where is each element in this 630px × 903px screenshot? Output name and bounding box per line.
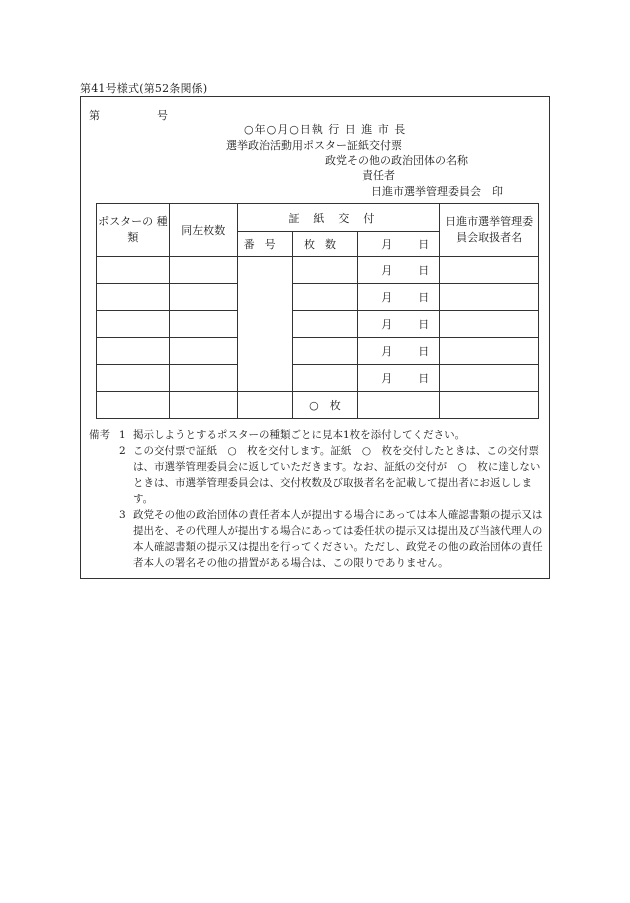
- subheader-day: 日: [418, 238, 430, 251]
- cell-handler: [440, 257, 539, 284]
- number-suffix: 号: [157, 109, 168, 122]
- table-row: [97, 311, 539, 338]
- party-name-label: 政党その他の政治団体の名称: [325, 154, 468, 167]
- cell-poster-kind: [97, 392, 170, 419]
- header-poster-kind: ポスターの 種 類: [97, 204, 170, 257]
- note-number: 1: [119, 429, 126, 441]
- form-frame: [80, 96, 550, 579]
- table-row: [97, 338, 539, 365]
- cell-stamp-count: [292, 311, 358, 338]
- cell-poster-kind: [97, 284, 170, 311]
- committee-seal-label: 日進市選挙管理委員会 印: [371, 185, 503, 198]
- cell-month-day: [358, 338, 440, 365]
- cell-stamp-count: [292, 365, 358, 392]
- total-stamp-count: ○ 枚: [292, 392, 358, 419]
- note-text: この交付票で証紙 ○ 枚を交付します。証紙 ○ 枚を交付したときは、この交付票は、市選挙管理委員会に返していただきます。なお、証紙の交付が ○ 枚に達しないときは、市選挙管理委員会は、交付枚数及び取扱者名を記載して提出者にお返しします。: [133, 445, 541, 505]
- cell-handler: [440, 365, 539, 392]
- note-text: 政党その他の政治団体の責任者本人が提出する場合にあっては本人確認書類の提示又は提出を、その代理人が提出する場合にあっては委任状の提示又は提出及び当該代理人の本人確認書類の提示又は提出を行ってください。ただし、政党その他の政治団体の責任者本人の署名その他の措置がある場合は、この限りでありません。: [133, 509, 543, 569]
- cell-handler: [440, 392, 539, 419]
- note-number: 2: [119, 445, 126, 457]
- cell-same-count: [169, 392, 237, 419]
- issue-table: [96, 203, 539, 419]
- cell-stamp-number: [237, 392, 292, 419]
- cell-month-day: [358, 311, 440, 338]
- subheader-month: 月: [381, 238, 393, 251]
- note-item: [119, 507, 544, 571]
- cell-month-day: [358, 284, 440, 311]
- table-total-row: [97, 392, 539, 419]
- note-item: [119, 443, 544, 507]
- cell-day: 日: [418, 291, 430, 304]
- table-row: [97, 257, 539, 284]
- cell-day: 日: [418, 345, 430, 358]
- cell-handler: [440, 284, 539, 311]
- cell-handler: [440, 311, 539, 338]
- cell-stamp-count: [292, 284, 358, 311]
- cell-month-day: [358, 365, 440, 392]
- cell-poster-kind: [97, 311, 170, 338]
- cell-day: 日: [418, 264, 430, 277]
- subheader-number: 番号: [237, 232, 292, 257]
- cell-poster-kind: [97, 365, 170, 392]
- notes-label: 備考: [89, 429, 110, 441]
- cell-poster-kind: [97, 257, 170, 284]
- cell-day: 日: [418, 372, 430, 385]
- cell-handler: [440, 338, 539, 365]
- subheader-month-day: [358, 232, 440, 257]
- issue-date-line: ○年○月○日執 行 日 進 市 長: [244, 123, 407, 136]
- cell-month: 月: [381, 372, 393, 385]
- cell-month: 月: [381, 264, 393, 277]
- note-text: 掲示しようとするポスターの種類ごとに見本1枚を添付してください。: [133, 429, 466, 441]
- cell-poster-kind: [97, 338, 170, 365]
- note-item: [119, 427, 544, 443]
- note-number: 3: [119, 509, 126, 521]
- cell-same-count: [169, 365, 237, 392]
- cell-month: 月: [381, 318, 393, 331]
- cell-day: 日: [418, 318, 430, 331]
- cell-month: 月: [381, 345, 393, 358]
- subheader-count: 枚数: [292, 232, 358, 257]
- form-number: 第41号様式(第52条関係): [80, 82, 208, 95]
- cell-same-count: [169, 284, 237, 311]
- table-row: [97, 365, 539, 392]
- cell-month: 月: [381, 291, 393, 304]
- responsible-person-label: 責任者: [362, 169, 395, 182]
- cell-same-count: [169, 338, 237, 365]
- number-prefix: 第: [89, 109, 100, 122]
- cell-same-count: [169, 257, 237, 284]
- cell-stamp-count: [292, 257, 358, 284]
- form-title: 選挙政治活動用ポスター証紙交付票: [226, 139, 402, 152]
- cell-stamp-number: [237, 257, 292, 392]
- header-stamp-issue: 証紙交付: [237, 204, 440, 232]
- cell-stamp-count: [292, 338, 358, 365]
- cell-month-day: [358, 392, 440, 419]
- cell-month-day: [358, 257, 440, 284]
- header-same-count: 同左枚数: [169, 204, 237, 257]
- table-row: [97, 284, 539, 311]
- header-handler-name: 日進市選挙管理委員会取扱者名: [440, 204, 539, 257]
- cell-same-count: [169, 311, 237, 338]
